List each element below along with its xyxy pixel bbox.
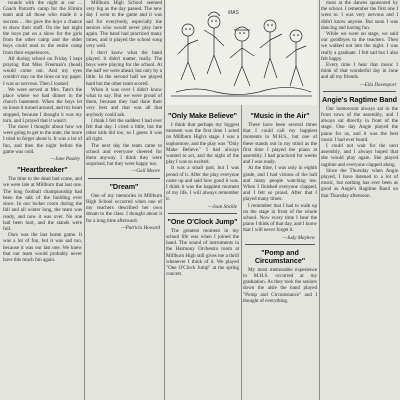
article-paragraph: We were served at Mrs. Tate's the place where we had dinner in the church basement. When the boys let us loose it turned around, and my heart stopped, because I thought it was my turn, and I prayed that it wasn't. bbox=[3, 86, 83, 124]
column-3 bbox=[166, 108, 239, 277]
column-4 bbox=[243, 108, 317, 304]
article-paragraph: While we were on stage, we said our goodbyes to the teachers. Then we walked out into the night. I was really a graduate. I felt sad but I also felt happy. bbox=[321, 31, 398, 62]
article-headline: Angie's Ragtime Band bbox=[322, 94, 397, 104]
article-paragraph: When it was over I didn't know what to say. But we were proud of them, because they had done their very best and that was all that anybody could ask. bbox=[86, 86, 162, 118]
article-headline: "Heartbreaker" bbox=[17, 165, 68, 175]
article-paragraph: Our homeroom always sat in the front rows of the assembly, and I always sat directly in front of the stage. One day Angie played the piano for us, and it was the best music I had ever heard. bbox=[321, 105, 398, 143]
article-paragraph: I could not wait for the next assembly, and I always hoped that she would play again. She played ragtime and everyone clapped along. bbox=[321, 143, 398, 168]
section-rule bbox=[245, 244, 315, 245]
section-rule bbox=[323, 91, 396, 92]
byline: —Patricia Howard bbox=[121, 224, 160, 231]
article-paragraph: Since the Thursday when Angie played, I have listened to a lot of music, but nothing has ever been as good as Angie's Ragtime Band on that Thursday afternoon. bbox=[321, 167, 398, 199]
article-paragraph: I think that perhaps my biggest moment was the first time I acted on Millburn High's stage. I was a sophomore, and the play was "Only Make Believe." I had always wanted to act, and the night of the play I was so excited. bbox=[166, 122, 239, 166]
byline: —Gail Moore bbox=[131, 168, 160, 175]
column-5 bbox=[321, 0, 398, 199]
article-paragraph: The time to the dead had come, and we were late at Millburn that last one. The long football championship had been the talk of the building ever since. In our locker room during the fall and all winter long, the team was ready, and now it was over. No one had been hurt, and the stands were full. bbox=[3, 176, 82, 232]
article-headline: "Only Make Believe" bbox=[168, 111, 237, 120]
article-paragraph: Ours was the last home game. It was a lot of fun, but it was sad too, because it was our last one. We knew that our team would probably never have this much fun again. bbox=[3, 232, 82, 263]
article-headline: "Dream" bbox=[109, 181, 139, 191]
article-paragraph: Millburn High School seemed very big as the day passed. The new day I went to the game and it was sad for everybody, especially the seniors who would never play here again. The band had practiced many times, and it played the school song very well. bbox=[86, 0, 162, 50]
article-headline: "One O'Clock Jump" bbox=[167, 216, 238, 226]
article-headline: "Music in the Air" bbox=[250, 111, 310, 120]
section-rule bbox=[88, 178, 160, 179]
column-rule bbox=[84, 0, 85, 400]
byline: —Judy Mayhew bbox=[282, 234, 315, 241]
column-1 bbox=[3, 0, 82, 263]
cartoon-caption: MAS bbox=[228, 10, 239, 16]
article-paragraph: One of my memories in Millburn High School occurred when one of my teachers described her own dream to the class. I thought about it for a long time afterward. bbox=[86, 192, 162, 224]
byline: —Jane Pauley bbox=[50, 156, 80, 163]
article-paragraph: I don't know what the band played. It didn't matter, really. The boys were playing for the school. At the half we were ahead, but only by a little. In the second half we played hard but the other team scored. bbox=[86, 49, 162, 87]
article-paragraph: I remember that I had to walk up on the stage in front of the whole school. Now every time I hear the piano I think of that day, and I know that I will never forget it. bbox=[243, 202, 317, 234]
article-paragraph: There have been several times that I could call my happiest moments in M.H.S., but one of these stands out in my mind as the first time I played the piano at assembly. I had practiced for weeks and I was ready. bbox=[243, 122, 317, 166]
cartoon-drawing bbox=[166, 0, 317, 105]
article-paragraph: I think I felt the saddest I had ever felt that day. I cried a little, but the other kids did too, so I guess it was all right. bbox=[86, 117, 162, 143]
column-rule bbox=[164, 0, 165, 400]
byline: —Joan Stickle bbox=[207, 203, 237, 210]
article-paragraph: My most memorable experience in M.H.S. occurred at my graduation. As they took the seniors down the aisle the band played "Pomp and Circumstance" and I thought of everything. bbox=[243, 266, 317, 304]
article-paragraph: At the time, I was only in eighth grade, and I had visions of the hall and many people watching me. When I finished everyone clapped, and I felt so proud. After that I played many times. bbox=[243, 165, 317, 203]
article-paragraph: The greatest moment in my school life was when I joined the band. The sound of instruments in the Harmony Orchestra room at Millburn High still gives me a thrill whenever I think of it. We played "One O'Clock Jump" at the spring concert. bbox=[166, 227, 239, 278]
article-paragraph: most at the dances sponsored by the school. I remember the first one I went to. I was very nervous and I didn't know anyone. But soon I was dancing and having fun. bbox=[321, 0, 398, 31]
article-headline: "Pomp and Circumstance" bbox=[254, 247, 306, 265]
cartoon-illustration bbox=[166, 0, 317, 105]
article-paragraph: All during school on Friday I kept praying that Miss Freeman's (head) would come out. And my eyes couldn't stay on the lines on my paper. I was so nervous. Then I looked. bbox=[3, 55, 82, 87]
article-paragraph: It was a small part, but I was proud of it. After the play everyone came up and said how good it was. I think it was the happiest moment of my life. I will always remember it. bbox=[166, 165, 239, 203]
article-paragraph: The next day the team came to school and everyone cheered for them anyway. I think they were surprised, but they were happy too. bbox=[86, 142, 162, 168]
article-paragraph: The more I thought about how we were going to get to the state, the more I tried to forget about it. It was a lot of fun, and then the night before the game was cold. bbox=[3, 124, 82, 155]
section-rule bbox=[168, 213, 237, 214]
column-rule bbox=[319, 0, 320, 400]
article-paragraph: Every time I hear that music I think of that wonderful day in June and all my friends. bbox=[321, 62, 398, 81]
article-paragraph: rounds with the night at our ... Coach Parrott's camp for the Elmira team and all those who made it a success ... the gave the boys a chance to show their stuff. On the last night the boys put on a show for the girls from the other camp and the older boys could read to the entire camp from their experiences. bbox=[3, 0, 82, 56]
byline: —Eila Davenport bbox=[360, 81, 396, 88]
column-2 bbox=[86, 0, 162, 234]
